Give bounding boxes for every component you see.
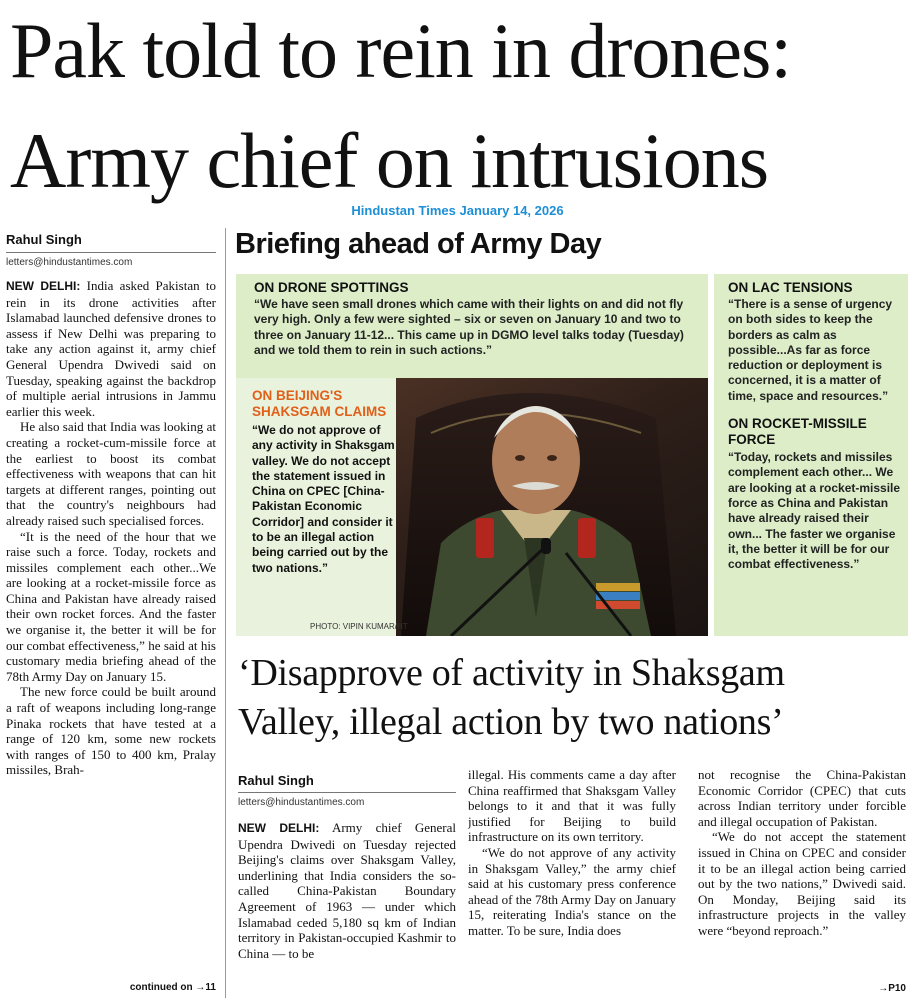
left-author: Rahul Singh: [6, 232, 82, 247]
column-divider: [225, 228, 226, 998]
second-story-col3: not recognise the China-Pakistan Economic Corridor (CPEC) that cuts across Indian territory under forcible and illegal occupation of Pakistan. “We do not accept the statement issued in China on CPEC and consider it to be an illegal action being carried out by the two nations,” Dwivedi said. On Monday, Beijing said its infrastructure projects in the valley were “beyond reproach.”: [698, 767, 906, 938]
main-headline-line2: Army chief on intrusions: [10, 117, 769, 204]
drone-panel: [236, 274, 708, 378]
second-continued-link[interactable]: →P10: [878, 983, 906, 994]
second-author-email: letters@hindustantimes.com: [238, 797, 365, 808]
beijing-claims-box: [252, 388, 398, 576]
second-author: Rahul Singh: [238, 773, 314, 788]
left-paragraph: He also said that India was looking at creating a rocket-cum-missile force at the earliest to boost its combat effectiveness with weapons that can hit targets at different ranges, pointing out that the country's neighbours had already raised such specialised forces.: [6, 419, 216, 528]
second-headline-line2: Valley, illegal action by two nations’: [238, 701, 784, 743]
left-story-body: [6, 278, 216, 982]
photo-credit: PHOTO: VIPIN KUMAR/HT: [310, 622, 408, 631]
left-byline: [6, 232, 216, 247]
rocket-quote: “Today, rockets and missiles complement each other... We are looking at a rocket-missile force as China and Pakistan have already raised their own... The faster we organise it, the better it will be for our combat effectiveness.”: [728, 450, 901, 572]
drone-heading: ON DRONE SPOTTINGS: [254, 280, 409, 295]
lac-quote: “There is a sense of urgency on both sides to keep the borders as calm as possible...As far as force reduction or deployment is concerned, it is a matter of time, space and resources.”: [728, 297, 893, 403]
drone-quote: “We have seen small drones which came with their lights on and did not fly very high. Only a few were sighted – six or seven on January 10 and two to three on January 11-12... This came up in DGMO level talks today (Tuesday) and we told them to rein in such actions.”: [254, 297, 684, 357]
left-paragraph: “It is the need of the hour that we raise such a force. Today, rockets and missiles complement each other...We are looking at a rocket-missile force as China and Pakistan have already raised their own rocket forces. And the faster we organise it, the better it will be for our combat effectiveness,” he said at his customary media briefing ahead of the 78th Army Day on January 15.: [6, 528, 216, 684]
side-panel: [714, 274, 908, 636]
second-story-col2: illegal. His comments came a day after China reaffirmed that Shaksgam Valley belongs to it and that it was fully justified for Beijing to build infrastructure on its own territory. “We do not approve of any activity in Shaksgam Valley,” the army chief said at his customary press conference ahead of the 78th Army Day on January 15, reiterating India's stance on the matter. To be sure, India does: [468, 767, 676, 938]
left-paragraph: The new force could be built around a raft of weapons including long-range Pinaka rockets that have tested at a range of 120 km, some new rockets with ranges of 150 to 400 km, Pralay missiles, Brah-: [6, 684, 216, 778]
second-byline-rule: [238, 792, 456, 793]
beijing-quote: “We do not approve of any activity in Shaksgam valley. We do not accept the statement issued in China on CPEC [China-Pakistan Economic Corridor] and consider it to be an illegal action being carried out by the two nations.”: [252, 423, 395, 575]
lac-heading: ON LAC TENSIONS: [728, 280, 853, 295]
second-story-col1: NEW DELHI: Army chief General Upendra Dwivedi on Tuesday rejected Beijing's claims over Shaksgam Valley, underlining that India considers the so-called China-Pakistan Boundary Agreement of 1963 — under which Islamabad ceded 5,180 sq km of Indian territory in Pakistan-occupied Kashmir to China — to be: [238, 820, 456, 961]
left-paragraph: NEW DELHI: India asked Pakistan to rein in its drone activities after Islamabad launched defensive drones to assess if New Delhi was preparing to take any action against it, army chief General Upendra Dwivedi said on Tuesday, speaking against the backdrop of multiple aerial intrusions in Jammu earlier this week.: [6, 278, 216, 419]
beijing-heading: ON BEIJING'S SHAKSGAM CLAIMS: [252, 388, 387, 419]
left-dateline: NEW DELHI:: [6, 279, 81, 293]
rocket-heading: ON ROCKET-MISSILE FORCE: [728, 416, 867, 448]
left-author-email: letters@hindustantimes.com: [6, 257, 133, 268]
main-headline-line1: Pak told to rein in drones:: [10, 7, 792, 94]
second-headline-line1: ‘Disapprove of activity in Shaksgam: [238, 652, 785, 694]
second-dateline: NEW DELHI:: [238, 821, 320, 835]
left-byline-rule: [6, 252, 216, 253]
source-label: Hindustan Times January 14, 2026: [351, 203, 564, 218]
briefing-title: Briefing ahead of Army Day: [235, 228, 602, 260]
left-continued-link[interactable]: continued on →11: [129, 982, 216, 993]
